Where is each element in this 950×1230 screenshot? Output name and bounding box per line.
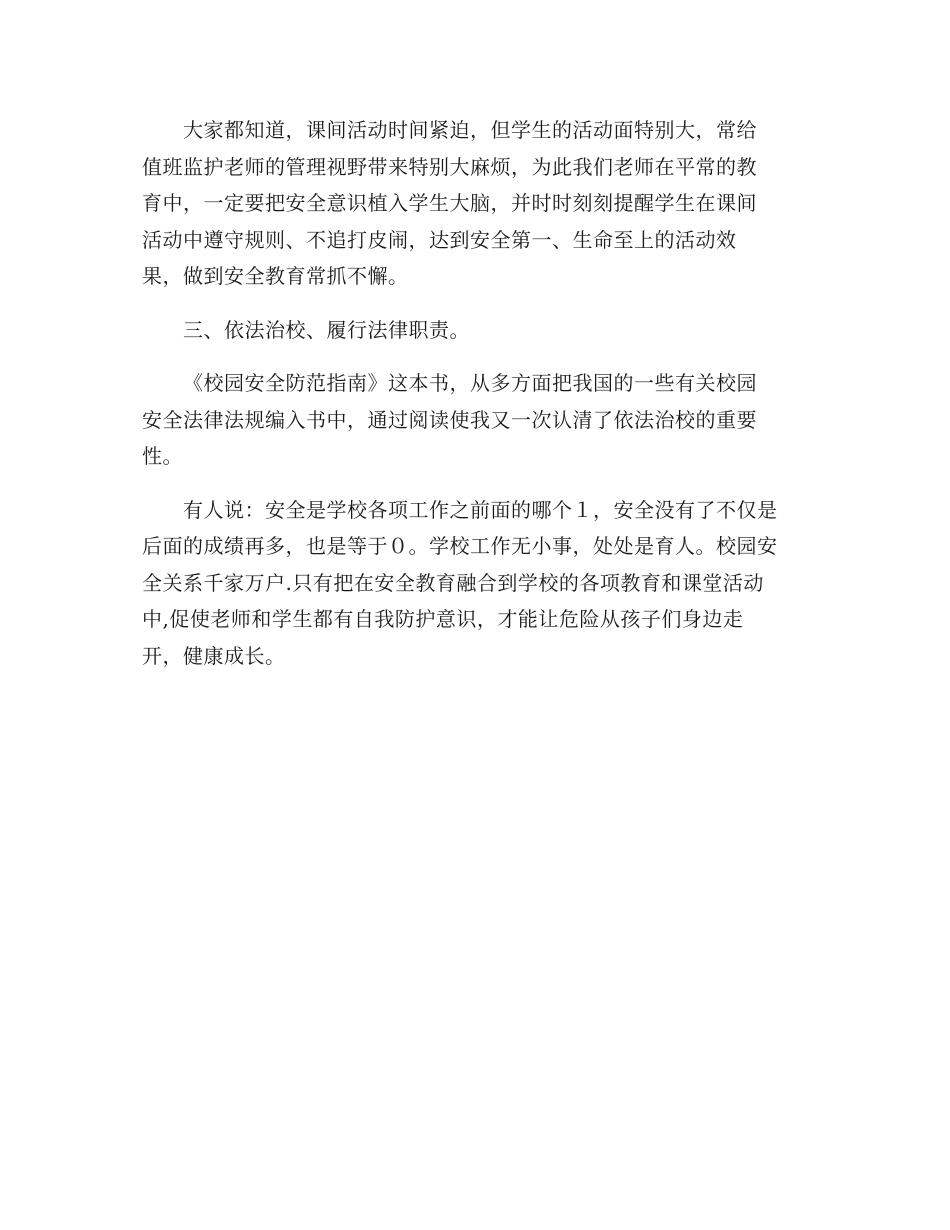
text-line: 有人说：安全是学校各项工作之前面的哪个１，安全没有了不仅是	[183, 497, 778, 522]
text-line: 后面的成绩再多，也是等于０。学校工作无小事，处处是育人。校园安	[142, 534, 778, 558]
section-heading	[142, 312, 812, 349]
paragraph-class-break-safety	[142, 112, 812, 295]
text-line: 中,促使老师和学生都有自我防护意识，才能让危险从孩子们身边走	[142, 607, 744, 631]
text-line: 性。	[142, 444, 183, 468]
text-line: 值班监护老师的管理视野带来特别大麻烦，为此我们老师在平常的教	[142, 154, 757, 179]
document-body	[142, 112, 812, 691]
text-line: 活动中遵守规则、不追打皮闹，达到安全第一、生命至上的活动效	[142, 227, 737, 252]
text-line: 安全法律法规编入书中，通过阅读使我又一次认清了依法治校的重要	[142, 407, 757, 432]
text-line: 《校园安全防范指南》这本书，从多方面把我国的一些有关校园	[183, 371, 757, 395]
paragraph-safety-first	[142, 492, 812, 675]
text-line: 开，健康成长。	[142, 643, 286, 668]
paragraph-safety-guide	[142, 365, 812, 475]
heading-line: 三、依法治校、履行法律职责。	[183, 317, 470, 342]
text-line: 果，做到安全教育常抓不懈。	[142, 264, 409, 288]
text-line: 全关系千家万户.只有把在安全教育融合到学校的各项教育和课堂活动	[142, 570, 764, 595]
text-line: 育中，一定要把安全意识植入学生大脑，并时时刻刻提醒学生在课间	[142, 191, 757, 215]
text-line: 大家都知道，课间活动时间紧迫，但学生的活动面特别大，常给	[183, 118, 757, 142]
